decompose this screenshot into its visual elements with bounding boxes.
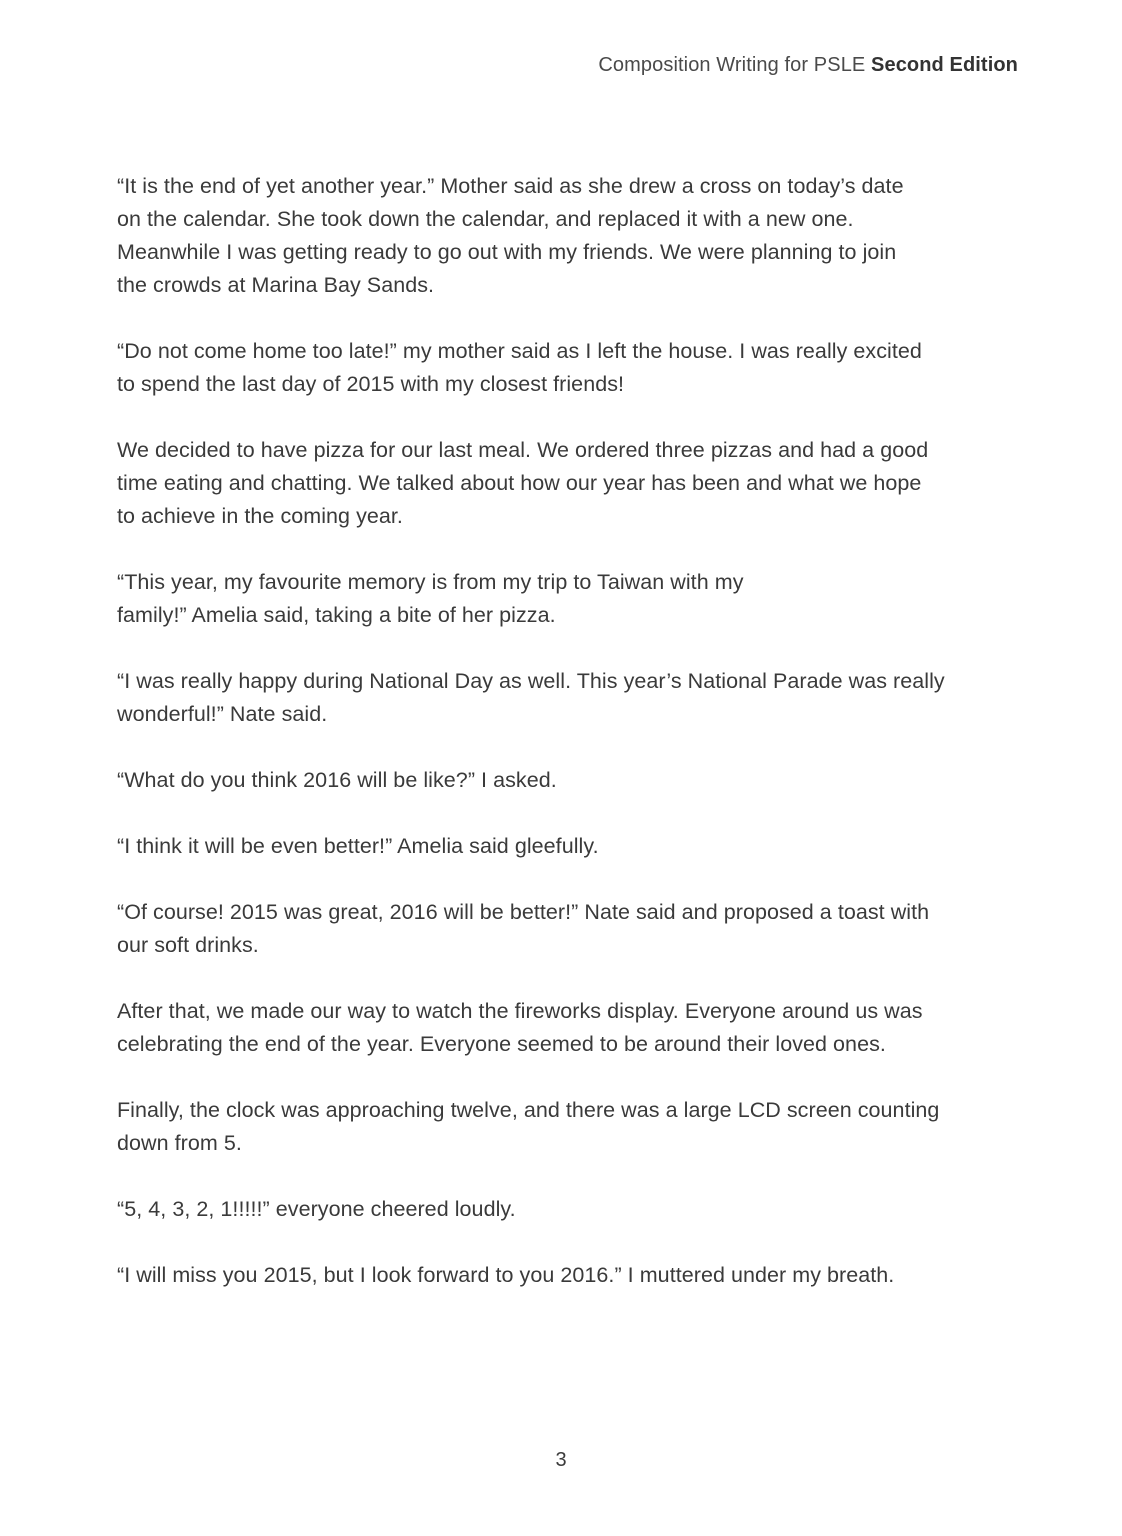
paragraph xyxy=(117,335,1007,401)
book-edition: Second Edition xyxy=(871,54,1018,76)
text-line: “Of course! 2015 was great, 2016 will be better!” Nate said and proposed a toast with xyxy=(117,900,930,924)
text-line: on the calendar. She took down the calendar, and replaced it with a new one. xyxy=(117,207,854,231)
text-line: “Do not come home too late!” my mother said as I left the house. I was really excited xyxy=(117,339,922,363)
paragraph xyxy=(117,566,1007,632)
text-line: wonderful!” Nate said. xyxy=(117,702,328,726)
text-line: our soft drinks. xyxy=(117,933,259,957)
paragraph xyxy=(117,995,1007,1061)
text-line: time eating and chatting. We talked about how our year has been and what we hope xyxy=(117,471,922,495)
text-line: celebrating the end of the year. Everyone seemed to be around their loved ones. xyxy=(117,1032,886,1056)
text-line: “This year, my favourite memory is from my trip to Taiwan with my xyxy=(117,570,744,594)
paragraph xyxy=(117,170,1007,302)
text-line: “What do you think 2016 will be like?” I asked. xyxy=(117,768,557,792)
text-line: down from 5. xyxy=(117,1131,242,1155)
paragraph xyxy=(117,665,1007,731)
text-line: family!” Amelia said, taking a bite of her pizza. xyxy=(117,603,556,627)
text-line: to spend the last day of 2015 with my closest friends! xyxy=(117,372,625,396)
paragraph xyxy=(117,1193,1007,1226)
text-line: Finally, the clock was approaching twelve, and there was a large LCD screen counting xyxy=(117,1098,940,1122)
text-line: We decided to have pizza for our last meal. We ordered three pizzas and had a good xyxy=(117,438,929,462)
paragraph xyxy=(117,434,1007,533)
book-title: Composition Writing for PSLE xyxy=(598,54,866,76)
running-header xyxy=(598,54,1018,77)
text-line: Meanwhile I was getting ready to go out with my friends. We were planning to join xyxy=(117,240,897,264)
text-line: “I will miss you 2015, but I look forward to you 2016.” I muttered under my breath. xyxy=(117,1263,895,1287)
text-line: “5, 4, 3, 2, 1!!!!!” everyone cheered loudly. xyxy=(117,1197,516,1221)
story-body xyxy=(117,170,1007,1325)
text-line: “It is the end of yet another year.” Mother said as she drew a cross on today’s date xyxy=(117,174,904,198)
paragraph xyxy=(117,764,1007,797)
paragraph xyxy=(117,1094,1007,1160)
page-number: 3 xyxy=(555,1449,567,1471)
text-line: “I think it will be even better!” Amelia said gleefully. xyxy=(117,834,599,858)
text-line: After that, we made our way to watch the fireworks display. Everyone around us was xyxy=(117,999,923,1023)
paragraph xyxy=(117,830,1007,863)
text-line: the crowds at Marina Bay Sands. xyxy=(117,273,435,297)
text-line: to achieve in the coming year. xyxy=(117,504,403,528)
paragraph xyxy=(117,896,1007,962)
text-line: “I was really happy during National Day as well. This year’s National Parade was really xyxy=(117,669,945,693)
paragraph xyxy=(117,1259,1007,1292)
